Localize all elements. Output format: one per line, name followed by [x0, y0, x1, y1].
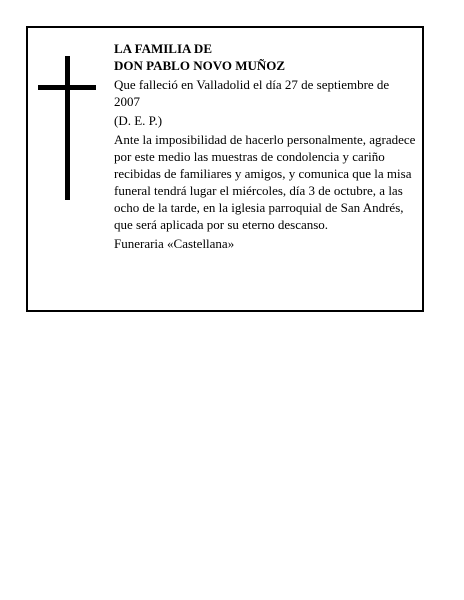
rip-line: (D. E. P.) — [114, 113, 163, 128]
cross-icon — [38, 56, 96, 200]
notice-text — [114, 40, 418, 252]
heading-deceased-name: DON PABLO NOVO MUÑOZ — [114, 58, 286, 73]
funeral-home: Funeraria «Castellana» — [114, 236, 235, 251]
heading-family: LA FAMILIA DE — [114, 41, 212, 56]
notice-body: Ante la imposibilidad de hacerlo personalmente, agradece por este medio las muestras de condolencia y cariño recibidas de familiares y amigos, y comunica que la misa funeral tendrá lugar el miércoles, día 3 de octubre, a las ocho de la tarde, en la iglesia parroquial de San Andrés, que será aplicada por su eterno descanso. — [114, 132, 416, 232]
cross-vertical-bar — [65, 56, 70, 200]
obituary-notice — [26, 26, 424, 312]
death-info: Que falleció en Valladolid el día 27 de septiembre de 2007 — [114, 77, 390, 109]
cross-horizontal-bar — [38, 85, 96, 90]
